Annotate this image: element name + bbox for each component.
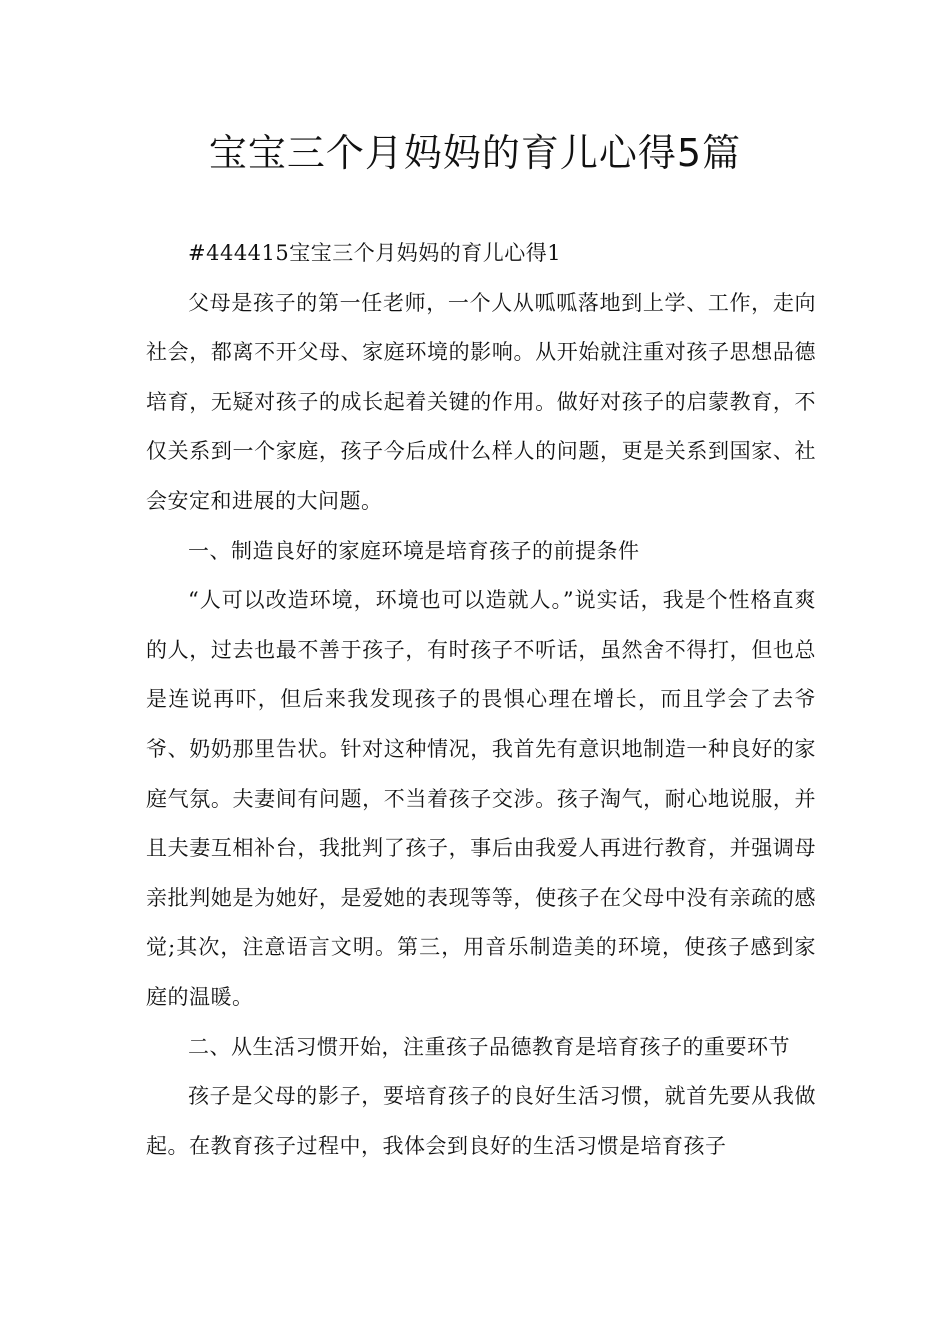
paragraph: 孩子是父母的影子，要培育孩子的良好生活习惯，就首先要从我做起。在教育孩子过程中，我体会到良好的生活习惯是培育孩子 — [146, 1084, 816, 1158]
paragraph: 父母是孩子的第一任老师，一个人从呱呱落地到上学、工作，走向社会，都离不开父母、家庭环境的影响。从开始就注重对孩子思想品德培育，无疑对孩子的成长起着关键的作用。做好对孩子的启蒙教育，不仅关系到一个家庭，孩子今后成什么样人的问题，更是关系到国家、社会安定和进展的大问题。 — [146, 290, 816, 513]
paragraph: “人可以改造环境，环境也可以造就人。”说实话，我是个性格直爽的人，过去也最不善于孩子，有时孩子不听话，虽然舍不得打，但也总是连说再吓，但后来我发现孩子的畏惧心理在增长，而且学会了去爷爷、奶奶那里告状。针对这种情况，我首先有意识地制造一种良好的家庭气氛。夫妻间有问题，不当着孩子交涉。孩子淘气，耐心地说服，并且夫妻互相补台，我批判了孩子，事后由我爱人再进行教育，并强调母亲批判她是为她好，是爱她的表现等等，使孩子在父母中没有亲疏的感觉;其次，注意语言文明。第三，用音乐制造美的环境，使孩子感到家庭的温暖。 — [146, 588, 816, 1009]
section-heading: 二、从生活习惯开始，注重孩子品德教育是培育孩子的重要环节 — [188, 1034, 790, 1059]
document-title: 宝宝三个月妈妈的育儿心得5篇 — [208, 131, 742, 175]
document-body — [146, 229, 816, 1171]
section-heading-1: #444415宝宝三个月妈妈的育儿心得1 — [188, 241, 562, 265]
section-heading: 一、制造良好的家庭环境是培育孩子的前提条件 — [188, 538, 640, 563]
